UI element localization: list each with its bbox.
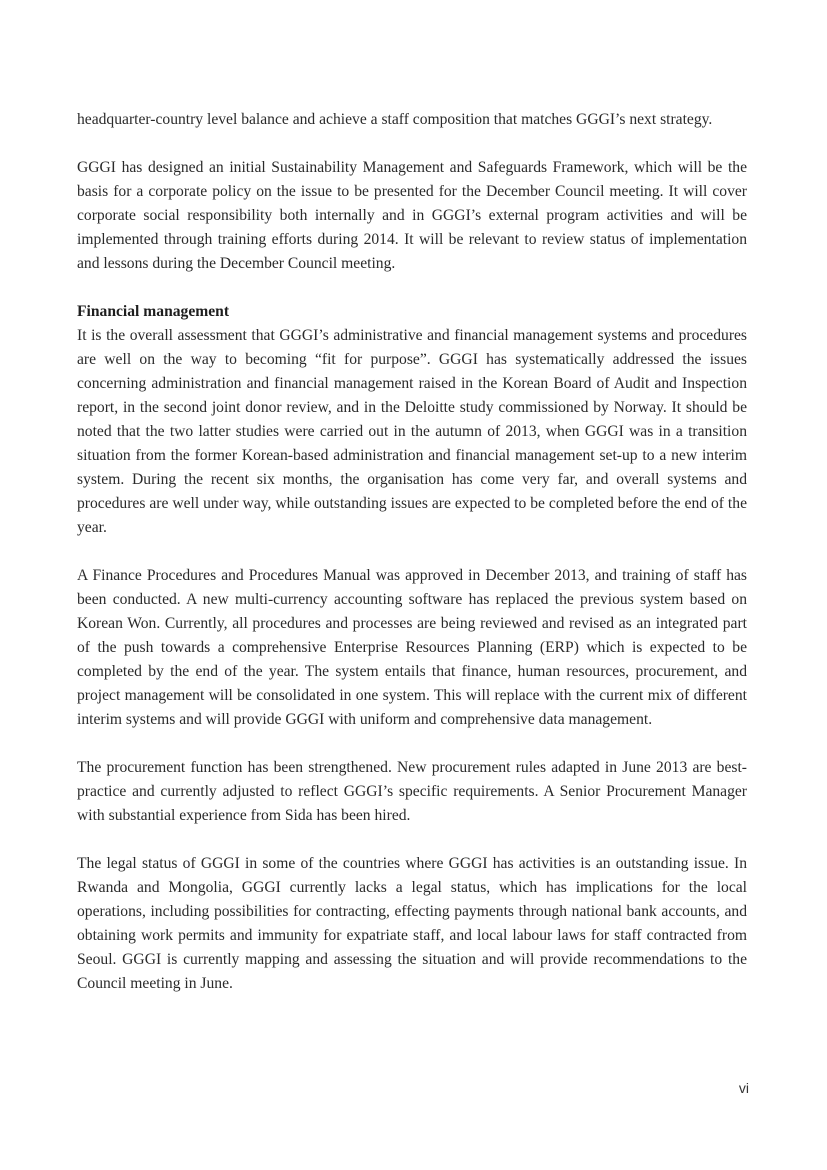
document-page (77, 108, 747, 996)
page-number: vi (738, 1080, 749, 1096)
paragraph-financial-assessment: It is the overall assessment that GGGI’s administrative and financial management systems and procedures are well on the way to becoming “fit for purpose”. GGGI has systematically addressed the issues concerning administration and financial management raised in the Korean Board of Audit and Inspection report, in the second joint donor review, and in the Deloitte study commissioned by Norway. It should be noted that the two latter studies were carried out in the autumn of 2013, when GGGI was in a transition situation from the former Korean-based administration and financial management set-up to a new interim system. During the recent six months, the organisation has come very far, and overall systems and procedures are well under way, while outstanding issues are expected to be completed before the end of the year. (77, 327, 747, 536)
paragraph-finance-procedures: A Finance Procedures and Procedures Manual was approved in December 2013, and training of staff has been conducted. A new multi-currency accounting software has replaced the previous system based on Korean Won. Currently, all procedures and processes are being reviewed and revised as an integrated part of the push towards a comprehensive Enterprise Resources Planning (ERP) which is expected to be completed by the end of the year. The system entails that finance, human resources, procurement, and project management will be consolidated in one system. This will replace with the current mix of different interim systems and will provide GGGI with uniform and comprehensive data management. (77, 567, 747, 728)
paragraph-legal-status: The legal status of GGGI in some of the countries where GGGI has activities is an outstanding issue. In Rwanda and Mongolia, GGGI currently lacks a legal status, which has implications for the local operations, including possibilities for contracting, effecting payments through national bank accounts, and obtaining work permits and immunity for expatriate staff, and local labour laws for staff contracted from Seoul. GGGI is currently mapping and assessing the situation and will provide recommendations to the Council meeting in June. (77, 855, 747, 992)
paragraph-procurement: The procurement function has been strengthened. New procurement rules adapted in June 2013 are best-practice and currently adjusted to reflect GGGI’s specific requirements. A Senior Procurement Manager with substantial experience from Sida has been hired. (77, 759, 747, 824)
section-heading-financial-management: Financial management (77, 303, 230, 320)
paragraph-sustainability-framework: GGGI has designed an initial Sustainability Management and Safeguards Framework, which will be the basis for a corporate policy on the issue to be presented for the December Council meeting. It will cover corporate social responsibility both internally and in GGGI’s external program activities and will be implemented through training efforts during 2014. It will be relevant to review status of implementation and lessons during the December Council meeting. (77, 159, 747, 272)
paragraph-staff-composition: headquarter-country level balance and achieve a staff composition that matches GGGI’s next strategy. (77, 111, 713, 128)
